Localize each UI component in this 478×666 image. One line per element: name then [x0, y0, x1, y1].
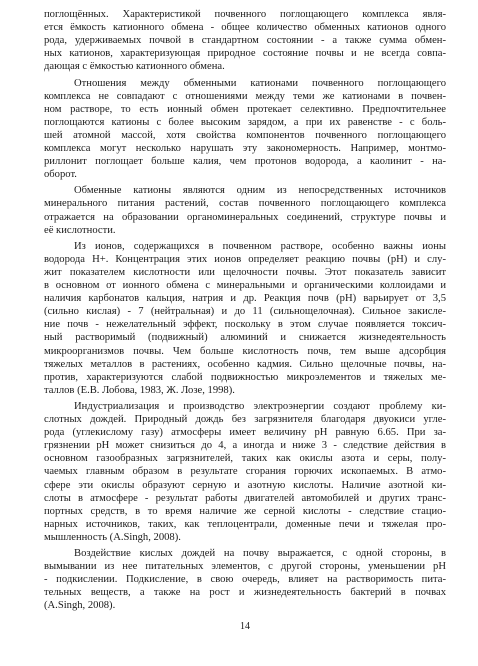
text-line: (сильно кислая) - 7 (нейтральная) и до 11 (сильнощелочная). Сильное закисле- — [44, 306, 446, 318]
text-line: слотных дождей. Природный дождь без загрязнителя благодаря двуокиси угле- — [44, 414, 446, 425]
text-line: ных катионов, характеризующая природное состояние почвы и не всегда совпа- — [44, 48, 446, 60]
text-line: мышленность (A.Singh, 2008). — [44, 531, 181, 543]
text-line: чаемых главным образом в результате сгорания горючих ископаемых. В атмо- — [44, 466, 446, 478]
text-line: её кислотности. — [44, 224, 116, 236]
text-line: поглощаются катионы с более высоким зарядом, а при их равенстве - с боль- — [44, 116, 446, 128]
text-line: Индустриализация и производство электроэнергии создают проблему ки- — [74, 400, 446, 412]
text-line: микроорганизмов почвы. Чем больше кислотность почв, тем выше адсорбция — [44, 345, 446, 357]
text-line: сфере эти окислы образуют серную и азотную кислоты. Наличие азотной ки- — [44, 479, 446, 491]
text-line: слоты в атмосфере - результат работы двигателей автомобилей и других транс- — [44, 492, 446, 504]
text-line: против, характеризуются слабой подвижностью микроэлементов и тяжелых ме- — [44, 371, 446, 383]
text-line: рода (углекислому газу) атмосферы имеет величину pH равную 6.65. При за- — [44, 427, 446, 439]
text-line: - подкислении. Подкисление, в свою очередь, влияет на растворимость пита- — [44, 574, 446, 586]
text-line: тельных веществ, а также на рост и жизнедеятельность бактерий в почвах — [44, 587, 446, 599]
text-line: ется ёмкость катионного обмена - общее количество обменных катионов одного — [44, 22, 446, 34]
text-line: грязнении pH может снизиться до 4, а иногда и ниже 3 - следствие действия в — [44, 440, 446, 452]
text-line: риллонит поглощает больше калия, чем протонов водорода, а каолинит - на- — [44, 156, 446, 168]
text-line: шей атомной массой, хотя свойства компонентов почвенного поглощающего — [44, 129, 446, 141]
text-line: наличия карбонатов кальция, натрия и др. Реакция почв (pH) варьирует от 3,5 — [44, 293, 446, 305]
text-line: Воздействие кислых дождей на почву выражается, с одной стороны, в — [74, 548, 446, 559]
text-line: отражается на образовании органоминеральных соединений, структуре почвы и — [44, 211, 446, 223]
text-line: (A.Singh, 2008). — [44, 600, 116, 612]
document-page — [44, 8, 446, 658]
text-line: ном растворе, то есть ионный обмен протекает селективно. Предпочтительнее — [44, 103, 446, 115]
text-line: портных средств, в то время наличие же серной кислоты - следствие стацио- — [44, 505, 446, 517]
text-line: таллов (Е.В. Лобова, 1983, Ж. Лозе, 1998). — [44, 384, 235, 396]
text-line: ный растворимый (подвижный) алюминий и снижается жизнедеятельность — [44, 332, 446, 344]
text-line: вымывании из нее питательных элементов, с другой стороны, уменьшении pH — [44, 561, 446, 573]
text-line: комплекса могут несколько нарушать эту закономерность. Например, монтмо- — [44, 143, 446, 154]
text-line: рода, удерживаемых почвой в стандартном состоянии - а также сумма обмен- — [44, 35, 446, 47]
text-line: в основном от ионного обмена с минеральными и органическими коллоидами и — [44, 280, 446, 291]
text-line: минерального питания растений, состав почвенного поглощающего комплекса — [44, 198, 446, 210]
text-line: Отношения между обменными катионами почвенного поглощающего — [74, 77, 446, 89]
text-line: тяжелых металлов в растениях, особенно кадмия. Сильно щелочные почвы, на- — [44, 358, 446, 370]
text-line: основном газообразных загрязнителей, таких как окислы азота и серы, полу- — [44, 453, 446, 465]
text-line: поглощённых. Характеристикой почвенного поглощающего комплекса явля- — [44, 9, 446, 20]
text-line: оборот. — [44, 169, 77, 181]
text-line: Из ионов, содержащихся в почвенном растворе, особенно важны ионы — [74, 240, 446, 252]
text-line: комплекса не совпадают с отношениями между теми же катионами в почвен- — [44, 90, 446, 102]
page-number: 14 — [240, 620, 250, 632]
text-line: водорода H+. Концентрация этих ионов определяет реакцию почвы (pH) и слу- — [44, 253, 446, 265]
text-line: Обменные катионы являются одним из непосредственных источников — [74, 185, 446, 197]
text-line: дающая с ёмкостью катионного обмена. — [44, 61, 225, 73]
text-line: жит показателем кислотности или щелочности почвы. Этот показатель зависит — [44, 266, 446, 278]
text-line: ние почв - нежелательный эффект, поскольку в этом случае появляется токсич- — [44, 319, 446, 331]
text-line: нарных источников, таких, как теплоцентрали, доменные печи и тяжелая про- — [44, 518, 446, 530]
